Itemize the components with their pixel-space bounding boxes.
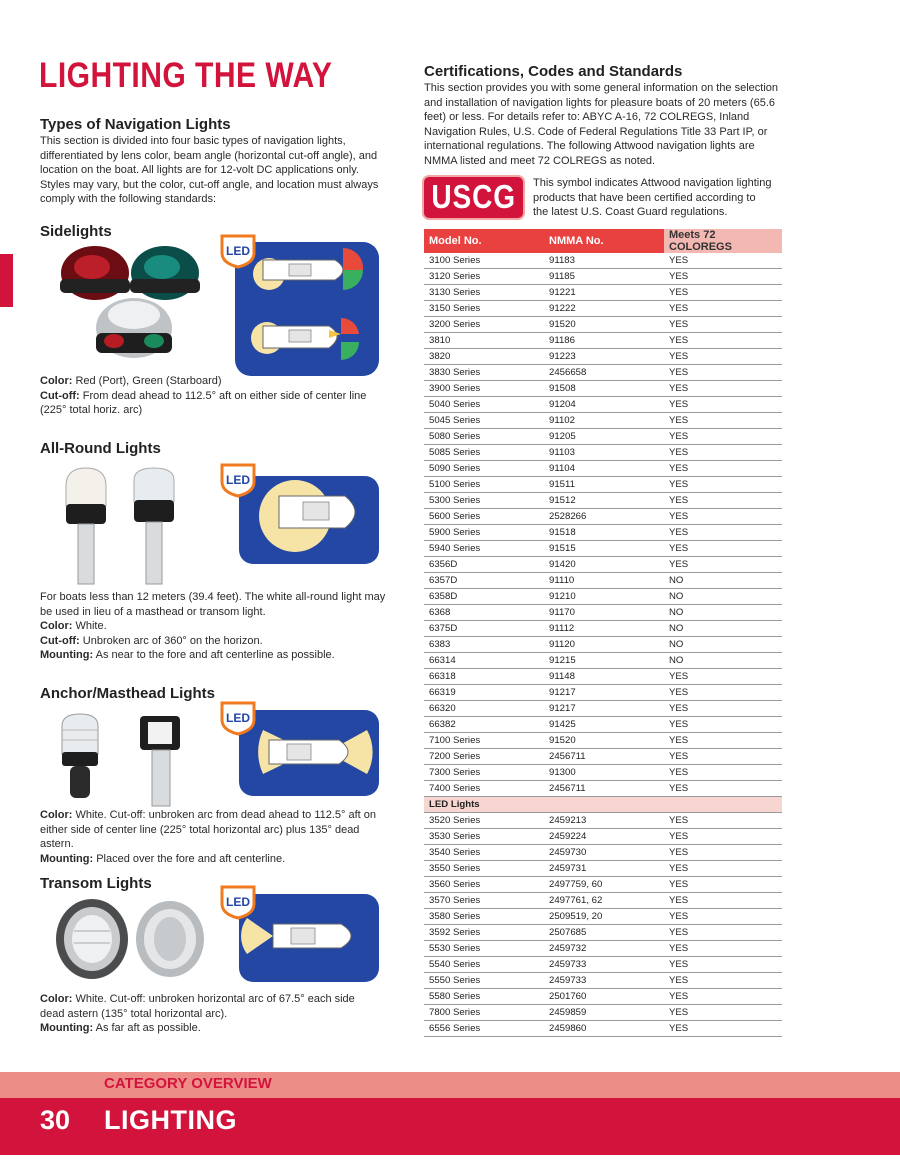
table-row <box>424 381 782 397</box>
led-badge-sidelights <box>219 233 257 269</box>
model-cell: 6383 <box>424 637 544 653</box>
model-cell: 5940 Series <box>424 541 544 557</box>
nmma-cell: 2507685 <box>544 925 664 941</box>
allround-specs <box>40 590 392 663</box>
table-row <box>424 605 782 621</box>
table-row <box>424 621 782 637</box>
transom-mounting-text: As far aft as possible. <box>93 1022 201 1035</box>
model-cell: 3560 Series <box>424 877 544 893</box>
led-badge-transom <box>219 884 257 920</box>
sidelights-color-label: Color: <box>40 375 73 387</box>
colregs-cell: YES <box>664 269 782 285</box>
nmma-cell: 2459730 <box>544 845 664 861</box>
nmma-cell: 91223 <box>544 349 664 365</box>
table-row <box>424 493 782 509</box>
nmma-cell: 2459731 <box>544 861 664 877</box>
allround-mounting-label: Mounting: <box>40 649 94 662</box>
page-number: 30 <box>40 1105 71 1135</box>
model-cell: 7800 Series <box>424 1005 544 1021</box>
table-row <box>424 269 782 285</box>
colregs-cell: YES <box>664 781 782 797</box>
table-row <box>424 637 782 653</box>
table-row <box>424 333 782 349</box>
colregs-cell: YES <box>664 557 782 573</box>
model-cell: 6356D <box>424 557 544 573</box>
page-title: LIGHTING THE WAY <box>39 56 333 95</box>
sidelights-specs <box>40 374 380 418</box>
nmma-cell: 91204 <box>544 397 664 413</box>
uscg-note: This symbol indicates Attwood navigation lighting products that have been certified according to the latest U.S. Coast Guard regulations. <box>533 177 772 219</box>
table-row <box>424 317 782 333</box>
colregs-cell: YES <box>664 301 782 317</box>
colregs-cell: YES <box>664 493 782 509</box>
nmma-cell: 91102 <box>544 413 664 429</box>
transom-product-image <box>52 895 212 985</box>
colregs-cell: YES <box>664 813 782 829</box>
colregs-cell: YES <box>664 333 782 349</box>
allround-intro: For boats less than 12 meters (39.4 feet). The white all-round light may be used in lieu of a masthead or transom light. <box>40 591 386 618</box>
sidelights-color-text: Red (Port), Green (Starboard) <box>72 375 222 387</box>
table-row <box>424 589 782 605</box>
colregs-cell: NO <box>664 589 782 605</box>
table-row <box>424 573 782 589</box>
sidelights-cutoff-label: Cut-off: <box>40 389 80 402</box>
colregs-cell: YES <box>664 509 782 525</box>
colregs-cell: YES <box>664 957 782 973</box>
nmma-cell: 91183 <box>544 253 664 269</box>
colregs-cell: YES <box>664 461 782 477</box>
nmma-cell: 91104 <box>544 461 664 477</box>
colregs-cell: YES <box>664 749 782 765</box>
colregs-cell: YES <box>664 861 782 877</box>
colregs-cell: YES <box>664 829 782 845</box>
model-cell: 5300 Series <box>424 493 544 509</box>
table-row <box>424 1021 782 1037</box>
model-cell: 5550 Series <box>424 973 544 989</box>
model-cell: 66320 <box>424 701 544 717</box>
colregs-cell: YES <box>664 397 782 413</box>
model-cell: 3830 Series <box>424 365 544 381</box>
colregs-cell: YES <box>664 765 782 781</box>
nmma-cell: 91300 <box>544 765 664 781</box>
colregs-cell: YES <box>664 285 782 301</box>
table-row <box>424 749 782 765</box>
table-row <box>424 525 782 541</box>
model-cell: 3550 Series <box>424 861 544 877</box>
model-cell: 5045 Series <box>424 413 544 429</box>
nmma-cell: 91518 <box>544 525 664 541</box>
allround-product-image <box>58 466 198 586</box>
anchor-color-label: Color: <box>40 809 73 821</box>
table-row <box>424 781 782 797</box>
model-cell: 5040 Series <box>424 397 544 413</box>
column-header-nmma: NMMA No. <box>544 229 664 253</box>
led-badge-label: LED <box>226 244 250 258</box>
model-cell: 66319 <box>424 685 544 701</box>
nmma-cell: 2459732 <box>544 941 664 957</box>
table-row <box>424 861 782 877</box>
side-tab-marker <box>0 254 13 307</box>
table-row <box>424 957 782 973</box>
column-header-model: Model No. <box>424 229 544 253</box>
model-cell: 6375D <box>424 621 544 637</box>
transom-mounting-label: Mounting: <box>40 1022 94 1035</box>
nmma-cell: 91205 <box>544 429 664 445</box>
led-section-label: LED Lights <box>424 797 782 813</box>
nmma-cell: 91512 <box>544 493 664 509</box>
nmma-cell: 91120 <box>544 637 664 653</box>
table-row <box>424 893 782 909</box>
anchor-heading: Anchor/Masthead Lights <box>40 685 216 702</box>
table-row <box>424 461 782 477</box>
table-row <box>424 669 782 685</box>
colregs-cell: YES <box>664 317 782 333</box>
table-row <box>424 285 782 301</box>
table-row <box>424 429 782 445</box>
table-row <box>424 541 782 557</box>
table-row <box>424 877 782 893</box>
colregs-cell: YES <box>664 381 782 397</box>
colregs-cell: NO <box>664 605 782 621</box>
model-cell: 3580 Series <box>424 909 544 925</box>
table-row <box>424 349 782 365</box>
colregs-cell: YES <box>664 413 782 429</box>
model-cell: 7400 Series <box>424 781 544 797</box>
model-cell: 3592 Series <box>424 925 544 941</box>
table-row <box>424 557 782 573</box>
colregs-cell: YES <box>664 1005 782 1021</box>
anchor-color-text: White. Cut-off: unbroken arc from dead ahead to 112.5° aft on either side of center line (225° total horizontal arc) plus 135° dead astern. <box>40 809 377 851</box>
model-cell: 3530 Series <box>424 829 544 845</box>
colregs-cell: YES <box>664 253 782 269</box>
led-badge-label: LED <box>226 895 250 909</box>
nmma-cell: 91103 <box>544 445 664 461</box>
anchor-mounting-label: Mounting: <box>40 852 94 865</box>
model-cell: 6556 Series <box>424 1021 544 1037</box>
model-cell: 7200 Series <box>424 749 544 765</box>
table-row <box>424 765 782 781</box>
table-row <box>424 909 782 925</box>
led-badge-allround <box>219 462 257 498</box>
table-row <box>424 925 782 941</box>
table-row <box>424 445 782 461</box>
table-row <box>424 685 782 701</box>
nmma-cell: 2459213 <box>544 813 664 829</box>
model-cell: 5080 Series <box>424 429 544 445</box>
led-badge-label: LED <box>226 711 250 725</box>
table-row <box>424 477 782 493</box>
table-row <box>424 365 782 381</box>
model-cell: 5600 Series <box>424 509 544 525</box>
colregs-cell: YES <box>664 877 782 893</box>
model-cell: 66382 <box>424 717 544 733</box>
sidelights-cutoff-text: From dead ahead to 112.5° aft on either side of center line (225° total horiz. arc) <box>40 389 367 417</box>
table-row <box>424 653 782 669</box>
table-row <box>424 717 782 733</box>
nmma-cell: 91185 <box>544 269 664 285</box>
nmma-cell: 91210 <box>544 589 664 605</box>
colregs-cell: YES <box>664 717 782 733</box>
nmma-cell: 91511 <box>544 477 664 493</box>
transom-heading: Transom Lights <box>40 875 152 892</box>
nmma-cell: 2459733 <box>544 957 664 973</box>
nmma-cell: 91215 <box>544 653 664 669</box>
model-cell: 3540 Series <box>424 845 544 861</box>
column-header-colregs: Meets 72 COLOREGS <box>664 229 782 253</box>
nmma-cell: 91112 <box>544 621 664 637</box>
led-badge-label: LED <box>226 473 250 487</box>
table-row <box>424 701 782 717</box>
colregs-cell: YES <box>664 733 782 749</box>
allround-cutoff-text: Unbroken arc of 360° on the horizon. <box>79 634 263 647</box>
table-row <box>424 813 782 829</box>
nmma-cell: 91148 <box>544 669 664 685</box>
colregs-cell: YES <box>664 685 782 701</box>
model-cell: 5900 Series <box>424 525 544 541</box>
colregs-cell: YES <box>664 541 782 557</box>
nmma-cell: 91508 <box>544 381 664 397</box>
allround-mounting-text: As near to the fore and aft centerline as possible. <box>93 649 335 662</box>
led-badge-anchor <box>219 700 257 736</box>
nmma-cell: 91425 <box>544 717 664 733</box>
table-row <box>424 1005 782 1021</box>
nmma-cell: 91222 <box>544 301 664 317</box>
certs-body: This section provides you with some general information on the selection and installation of navigation lights for pleasure boats of 20 meters (65.6 feet) or less. For details refer to: ABYC A-16, 72 COLREGS, Inland Navigation Rules, U.S. Code of Federal Regulations Title 33 Part IP, or international regulations. The following Attwood navigation lights are NMMA listed and meet 72 COLREGS as noted. <box>424 82 779 167</box>
nmma-cell: 2509519, 20 <box>544 909 664 925</box>
colregs-cell: NO <box>664 573 782 589</box>
model-cell: 3150 Series <box>424 301 544 317</box>
colregs-cell: YES <box>664 1021 782 1037</box>
model-cell: 5100 Series <box>424 477 544 493</box>
model-cell: 3570 Series <box>424 893 544 909</box>
nmma-cell: 2459733 <box>544 973 664 989</box>
model-cell: 3120 Series <box>424 269 544 285</box>
allround-heading: All-Round Lights <box>40 440 161 457</box>
nmma-cell: 91186 <box>544 333 664 349</box>
transom-color-label: Color: <box>40 993 73 1005</box>
model-cell: 7300 Series <box>424 765 544 781</box>
table-row <box>424 845 782 861</box>
anchor-product-image <box>58 708 198 808</box>
table-row <box>424 973 782 989</box>
nmma-cell: 2456711 <box>544 749 664 765</box>
types-heading: Types of Navigation Lights <box>40 116 231 133</box>
colregs-cell: YES <box>664 925 782 941</box>
allround-color-label: Color: <box>40 620 73 633</box>
model-cell: 5580 Series <box>424 989 544 1005</box>
model-cell: 66318 <box>424 669 544 685</box>
nmma-cell: 2459859 <box>544 1005 664 1021</box>
transom-specs <box>40 992 380 1036</box>
table-row <box>424 509 782 525</box>
table-row <box>424 941 782 957</box>
nmma-cell: 91170 <box>544 605 664 621</box>
model-cell: 3100 Series <box>424 253 544 269</box>
nmma-cell: 2497759, 60 <box>544 877 664 893</box>
sidelights-heading: Sidelights <box>40 223 112 240</box>
model-cell: 66314 <box>424 653 544 669</box>
nmma-cell: 2459224 <box>544 829 664 845</box>
nmma-cell: 91217 <box>544 701 664 717</box>
anchor-mounting-text: Placed over the fore and aft centerline. <box>93 852 286 865</box>
colregs-cell: YES <box>664 429 782 445</box>
colregs-cell: YES <box>664 477 782 493</box>
model-cell: 5090 Series <box>424 461 544 477</box>
model-cell: 5085 Series <box>424 445 544 461</box>
table-row <box>424 413 782 429</box>
colregs-cell: NO <box>664 637 782 653</box>
nmma-cell: 91420 <box>544 557 664 573</box>
allround-cutoff-label: Cut-off: <box>40 634 80 647</box>
transom-color-text: White. Cut-off: unbroken horizontal arc of 67.5° each side dead astern (135° total horizontal arc). <box>40 993 355 1020</box>
model-cell: 3200 Series <box>424 317 544 333</box>
model-cell: 6358D <box>424 589 544 605</box>
table-row <box>424 733 782 749</box>
colregs-cell: YES <box>664 669 782 685</box>
colregs-cell: YES <box>664 989 782 1005</box>
model-cell: 6368 <box>424 605 544 621</box>
colregs-cell: YES <box>664 349 782 365</box>
model-cell: 5540 Series <box>424 957 544 973</box>
footer-section-title: LIGHTING <box>104 1105 237 1135</box>
model-cell: 3810 <box>424 333 544 349</box>
table-header-row <box>424 229 782 253</box>
nmma-cell: 2456658 <box>544 365 664 381</box>
model-cell: 3520 Series <box>424 813 544 829</box>
nmma-cell: 91515 <box>544 541 664 557</box>
nmma-cell: 91217 <box>544 685 664 701</box>
table-row <box>424 301 782 317</box>
model-cell: 6357D <box>424 573 544 589</box>
allround-color-text: White. <box>72 620 107 633</box>
colregs-cell: YES <box>664 973 782 989</box>
nmma-cell: 91110 <box>544 573 664 589</box>
colregs-cell: YES <box>664 525 782 541</box>
colregs-cell: YES <box>664 909 782 925</box>
table-row <box>424 253 782 269</box>
model-cell: 3820 <box>424 349 544 365</box>
model-cell: 3900 Series <box>424 381 544 397</box>
sidelights-product-image <box>52 243 212 371</box>
nmma-cell: 2497761, 62 <box>544 893 664 909</box>
table-row <box>424 397 782 413</box>
certs-heading: Certifications, Codes and Standards <box>424 63 683 80</box>
anchor-specs <box>40 808 392 866</box>
nmma-cell: 91520 <box>544 733 664 749</box>
nmma-cell: 2501760 <box>544 989 664 1005</box>
nmma-cell: 91520 <box>544 317 664 333</box>
table-row <box>424 829 782 845</box>
nmma-cell: 2528266 <box>544 509 664 525</box>
model-cell: 3130 Series <box>424 285 544 301</box>
nmma-cell: 91221 <box>544 285 664 301</box>
nmma-cell: 2456711 <box>544 781 664 797</box>
colregs-cell: NO <box>664 653 782 669</box>
navigation-lights-table <box>424 229 782 1037</box>
colregs-cell: YES <box>664 445 782 461</box>
footer-category: CATEGORY OVERVIEW <box>104 1075 272 1092</box>
colregs-cell: YES <box>664 701 782 717</box>
colregs-cell: NO <box>664 621 782 637</box>
types-intro: This section is divided into four basic types of navigation lights, differentiated by lens color, beam angle (horizontal cut-off angle), and location on the boat. All lights are for 12-volt DC applications only. Styles may vary, but the color, cut-off angle, and location must always comply with the following standards: <box>40 135 379 206</box>
table-section-row <box>424 797 782 813</box>
colregs-cell: YES <box>664 845 782 861</box>
model-cell: 5530 Series <box>424 941 544 957</box>
colregs-cell: YES <box>664 941 782 957</box>
nmma-cell: 2459860 <box>544 1021 664 1037</box>
uscg-badge-label: USCG <box>431 178 516 215</box>
model-cell: 7100 Series <box>424 733 544 749</box>
colregs-cell: YES <box>664 365 782 381</box>
colregs-cell: YES <box>664 893 782 909</box>
table-row <box>424 989 782 1005</box>
